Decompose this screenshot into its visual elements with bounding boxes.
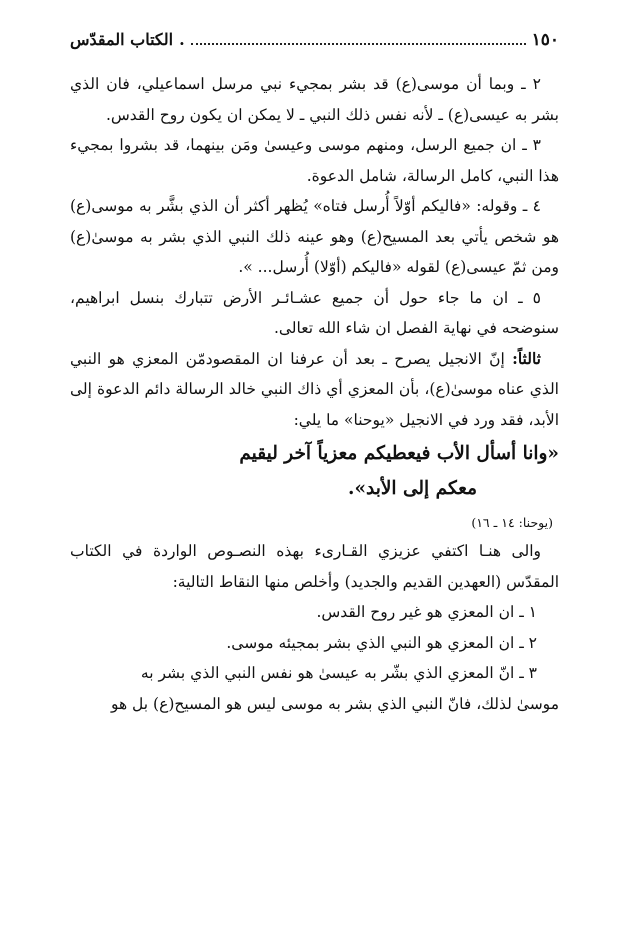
paragraph-point-3	[70, 130, 559, 191]
conclusion-points	[70, 597, 559, 689]
running-header	[70, 30, 559, 57]
quote-line: معكم إلى الأبد».	[348, 478, 477, 499]
text-line: دائم الدعوة إلى الأبد، فقد ورد في الانجيل «يوحنا» ما يلي:	[70, 380, 559, 429]
paragraph-point-4	[70, 191, 559, 283]
text-line: والى هنـا اكتفي عزيزي القـارىء بهذه النصـوص الواردة في	[122, 542, 541, 560]
text-line: ٥ ـ ان ما جاء حول أن جميع عشـائـر الأرض تتبارك بنسل	[129, 288, 541, 307]
text-line: ابراهيم، سنوضحه في نهاية الفصل ان شاء الله تعالى.	[70, 288, 559, 337]
gospel-quote	[70, 436, 559, 506]
list-item: ١ ـ ان المعزي هو غير روح القدس.	[316, 603, 537, 621]
page-number: ١٥٠	[531, 30, 559, 50]
quote-reference: (يوحنا: ١٤ ـ ١٦)	[471, 515, 553, 530]
paragraph-point-2	[70, 69, 559, 130]
paragraph-point-5	[70, 283, 559, 344]
text-line: روح القدس.	[105, 105, 185, 124]
quote-line: «وانا أسأل الأب فيعطيكم معزياً آخر ليقيم	[239, 443, 559, 464]
text-line: بشر به موسىٰ(ع) ومن ثمّ عيسى(ع) لقوله «فاليكم (أوّلا) أُرسل... ».	[70, 227, 559, 276]
header-title: الكتاب المقدّس	[70, 30, 174, 49]
text-line: ٣ ـ ان جميع الرسل، ومنهم موسى وعيسىٰ ومَن بينهما، قد بشروا	[119, 136, 541, 154]
text-line: الذي بشر به عيسى(ع) ـ لأنه نفس ذلك النبي ـ لا يمكن ان يكون	[70, 75, 559, 124]
header-separator: .	[179, 30, 185, 49]
list-item: ٣ ـ انّ المعزي الذي بشّر به عيسىٰ هو نفس النبي الذي بشر به	[140, 664, 537, 682]
text-line: هو النبي الذي عناه موسىٰ(ع)، بأن المعزي أي ذاك النبي خالد الرسالة	[70, 349, 559, 398]
text-line: بمجيء هذا النبي، كامل الرسالة، شامل الدعوة.	[70, 136, 559, 185]
closing-paragraph	[70, 536, 559, 597]
text-line: الكتاب المقدّس (العهدين القديم والجديد) وأخلص منها النقاط التالية:	[70, 542, 559, 591]
text-line: ٢ ـ وبما أن موسى(ع) قد بشر بمجيء نبي مرسل اسماعيلي، فان	[106, 75, 541, 93]
text-line: إنّ الانجيل يصرح ـ بعد أن عرفنا ان المقصودمّن المعزي	[132, 349, 513, 368]
final-line: موسىٰ لذلك، فانّ النبي الذي بشر به موسى ليس هو المسيح(ع) بل هو	[110, 694, 559, 713]
text-line: ٤ ـ وقوله: «فاليكم أوّلاً أُرسل فتاه» يُظهر أكثر أن الذي بشَّر به	[138, 197, 541, 215]
paragraph-thirdly	[70, 344, 559, 436]
page-body	[70, 69, 559, 719]
header-dot-leader	[191, 33, 526, 45]
paragraph-lead: ثالثاً:	[512, 348, 541, 368]
text-line: موسى(ع) هو شخص يأتي بعد المسيح(ع) وهو عينه ذلك النبي الذي	[70, 197, 559, 246]
list-item: ٢ ـ ان المعزي هو النبي الذي بشر بمجيئه موسى.	[226, 633, 537, 652]
